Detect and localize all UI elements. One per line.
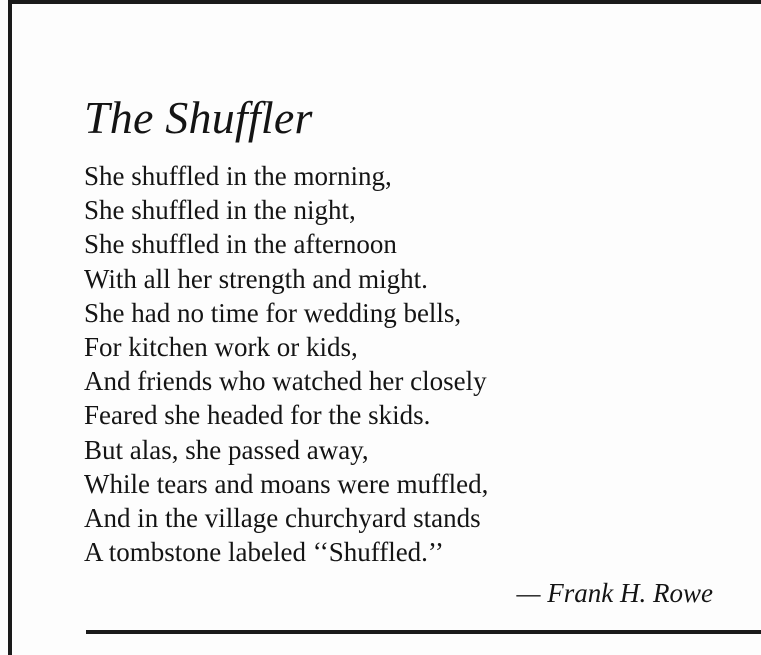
poem-line: With all her strength and might. <box>84 263 428 294</box>
poem-line: She shuffled in the afternoon <box>84 229 397 260</box>
poem-body <box>84 159 488 569</box>
poem-title: The Shuffler <box>84 92 313 143</box>
poem-line: While tears and moans were muffled, <box>84 468 489 499</box>
frame-left-border <box>8 0 12 655</box>
bottom-rule <box>86 630 761 634</box>
poem-line: And in the village churchyard stands <box>84 502 481 533</box>
poem-line: She had no time for wedding bells, <box>84 297 462 328</box>
poem-line: Feared she headed for the skids. <box>84 400 431 431</box>
poem-line: But alas, she passed away, <box>84 434 369 465</box>
frame-top-border <box>8 0 761 4</box>
poem-line: She shuffled in the morning, <box>84 161 392 191</box>
poem-line: For kitchen work or kids, <box>84 331 358 362</box>
poem-line: A tombstone labeled ‘‘Shuffled.’’ <box>84 537 444 568</box>
poem-line: She shuffled in the night, <box>84 195 356 226</box>
poem-line: And friends who watched her closely <box>84 366 487 397</box>
poem-attribution: — Frank H. Rowe <box>516 578 713 608</box>
